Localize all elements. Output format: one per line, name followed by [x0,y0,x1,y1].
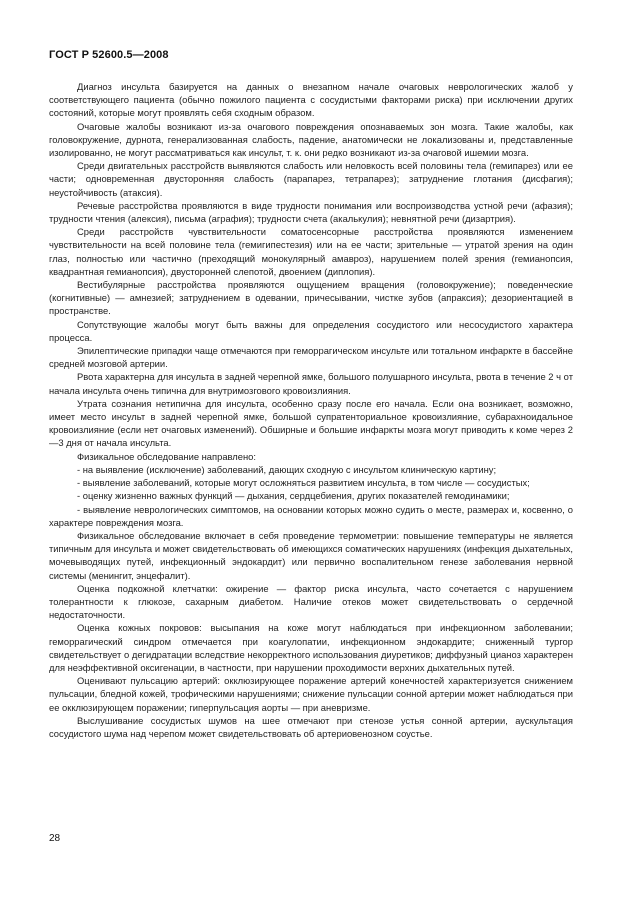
paragraph: Физикальное обследование включает в себя проведение термометрии: повышение температуры не является типичным для инсульта и может свидетельствовать об имеющихся соматических нарушениях (инфекция дыхательных, мочевыводящих путей, инфекционный эндокардит) или первично воспалительном генезе заболевания нервной системы (менингит, энцефалит). [49,529,573,581]
paragraph: Рвота характерна для инсульта в задней черепной ямке, большого полушарного инсульта, рвота в течение 2 ч от начала инсульта очень типична для внутримозгового кровоизлияния. [49,371,573,396]
paragraph: Эпилептические припадки чаще отмечаются при геморрагическом инсульте или тотальном инфаркте в бассейне средней мозговой артерии. [49,345,573,370]
paragraph: Вестибулярные расстройства проявляются ощущением вращения (головокружение); поведенческие (когнитивные) — амнезией; затруднением в одевании, причесывании, чистке зубов (апраксия); дезориентацией в пространстве. [49,279,573,317]
paragraph: Среди двигательных расстройств выявляются слабость или неловкость всей половины тела (гемипарез) или ее части; одновременная двусторонняя слабость (парапарез, тетрапарез); затруднение глотания (дисфагия); неустойчивость (атаксия). [49,160,573,198]
list-item: - выявление неврологических симптомов, на основании которых можно судить о месте, размерах и, косвенно, о характере повреждения мозга. [49,503,573,528]
document-header: ГОСТ Р 52600.5—2008 [49,49,169,61]
paragraph: Сопутствующие жалобы могут быть важны для определения сосудистого или несосудистого характера процесса. [49,318,573,343]
paragraph: Среди расстройств чувствительности соматосенсорные расстройства проявляются изменением чувствительности на всей половине тела (гемигипестезия) или на ее части; зрительные — утратой зрения на один глаз, полностью или частично (преходящий монокулярный амавроз), нарушением полей зрения (гемианопсия, квадрантная гемианопсия), двусторонней слепотой, двоением (диплопия). [49,226,573,277]
paragraph: Оценка подкожной клетчатки: ожирение — фактор риска инсульта, часто сочетается с нарушением толерантности к глюкозе, сахарным диабетом. Наличие отеков может свидетельствовать о сердечной недостаточности. [49,582,573,621]
list-item: - на выявление (исключение) заболеваний, дающих сходную с инсультом клиническую картину; [77,463,497,475]
paragraph: Очаговые жалобы возникают из-за очагового повреждения опознаваемых зон мозга. Такие жалобы, как головокружение, дурнота, генерализованная слабость, падение, анатомически не локализованы и, представленные изолированно, не могут рассматриваться как инсульт, т. к. они редко возникают из-за очаговой ишемии мозга. [49,120,573,159]
list-item: - оценку жизненно важных функций — дыхания, сердцебиения, других показателей гемодинамики; [77,490,510,502]
paragraph: Физикальное обследование направлено: [77,450,256,462]
paragraph: Оценка кожных покровов: высыпания на коже могут наблюдаться при инфекционном заболевании; геморрагический синдром отмечается при коагулопатии, инфекционном эндокардите; сниженный тургор свидетельствует о дегидратации вследствие некорректного использования диуретиков; диффузный цианоз характерен для неэффективной оксигенации, в частности, при нарушении проходимости верхних дыхательных путей. [49,622,573,673]
paragraph: Речевые расстройства проявляются в виде трудности понимания или воспроизводства устной речи (афазия); трудности чтения (алексия), письма (аграфия); трудности счета (акалькулия); невнятной речи (дизартрия). [49,199,573,225]
document-body [49,80,573,740]
paragraph: Диагноз инсульта базируется на данных о внезапном начале очаговых неврологических жалоб у соответствующего пациента (обычно пожилого пациента с сосудистыми факторами риска) при исключении других состояний, которые могут проявлять себя сходным образом. [49,81,573,119]
paragraph: Оценивают пульсацию артерий: окклюзирующее поражение артерий конечностей характеризуется снижением пульсации, бледной кожей, трофическими нарушениями; снижение пульсации сонной артерии может наблюдаться при ее окклюзирующем поражении; гиперпульсация аорты — при аневризме. [49,675,573,713]
paragraph: Выслушивание сосудистых шумов на шее отмечают при стенозе устья сонной артерии, аускультация сосудистого шума над черепом может свидетельствовать об артериовенозном соустье. [49,714,573,739]
list-item: - выявление заболеваний, которые могут осложняться развитием инсульта, в том числе — сосудистых; [77,477,530,489]
page-number: 28 [49,833,61,844]
paragraph: Утрата сознания нетипична для инсульта, особенно сразу после его начала. Если она возникает, возможно, имеет место инсульт в задней черепной ямке, большой супратенториальное кровоизлияние, субарахноидальное кровоизлияние (если нет очаговых изменений). Обширные и большие инфаркты мозга могут приводить к коме через 2—3 дня от начала инсульта. [49,397,573,449]
